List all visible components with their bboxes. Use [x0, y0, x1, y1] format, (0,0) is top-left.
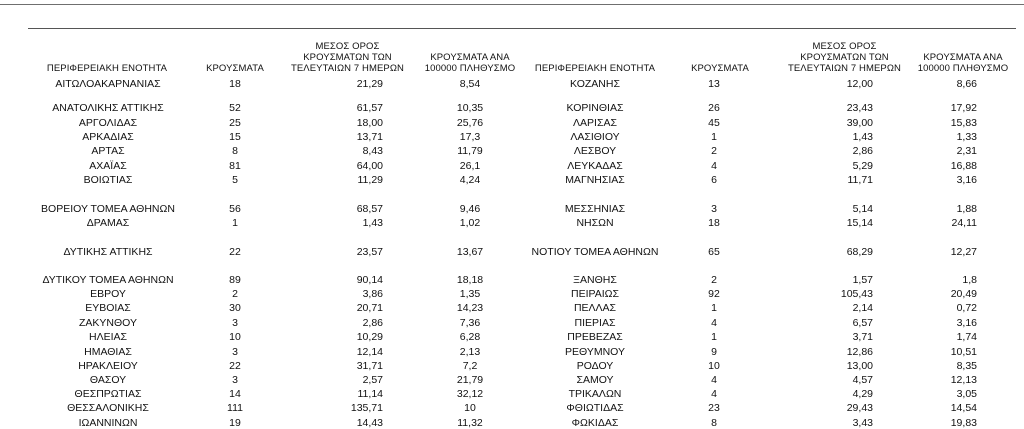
left-cell-cases: 81 — [229, 160, 241, 172]
left-cell-per100k: 25,76 — [456, 117, 484, 129]
right-cell-cases: 26 — [708, 102, 720, 114]
right-header-avg7-line2: ΚΡΟΥΣΜΑΤΩΝ ΤΩΝ — [800, 52, 889, 63]
left-cell-avg7: 68,57 — [356, 203, 383, 215]
right-cell-avg7: 1,57 — [852, 274, 873, 286]
right-cell-cases: 45 — [708, 117, 720, 129]
left-cell-avg7: 1,43 — [362, 217, 383, 229]
left-cell-cases: 52 — [229, 102, 241, 114]
left-cell-per100k: 7,2 — [462, 360, 478, 372]
right-cell-cases: 6 — [711, 174, 717, 186]
left-cell-cases: 10 — [229, 331, 241, 343]
right-cell-avg7: 5,14 — [852, 203, 873, 215]
right-cell-cases: 92 — [708, 288, 720, 300]
right-cell-region: ΛΕΣΒΟΥ — [573, 145, 617, 157]
right-cell-avg7: 2,86 — [852, 145, 873, 157]
left-cell-avg7: 135,71 — [350, 402, 383, 414]
left-cell-per100k: 8,54 — [459, 78, 481, 90]
right-cell-region: ΚΟΖΑΝΗΣ — [570, 78, 620, 90]
right-cell-region: ΠΕΙΡΑΙΩΣ — [571, 288, 619, 300]
right-cell-per100k: 1,33 — [956, 131, 977, 143]
left-cell-cases: 8 — [232, 145, 238, 157]
right-cell-avg7: 23,43 — [846, 102, 873, 114]
right-cell-cases: 65 — [708, 246, 720, 258]
right-cell-region: ΛΑΣΙΘΙΟΥ — [570, 131, 620, 143]
left-header-per100k-line2: 100000 ΠΛΗΘΥΣΜΟ — [424, 63, 516, 74]
left-cell-per100k: 1,35 — [459, 288, 481, 300]
right-cell-cases: 4 — [711, 388, 717, 400]
left-cell-cases: 89 — [229, 274, 241, 286]
right-cell-avg7: 12,86 — [846, 346, 873, 358]
left-cell-region: ΙΩΑΝΝΙΝΩΝ — [78, 417, 138, 429]
left-cell-cases: 18 — [229, 78, 241, 90]
left-cell-per100k: 18,18 — [456, 274, 484, 286]
right-cell-avg7: 39,00 — [846, 117, 873, 129]
right-cell-avg7: 105,43 — [840, 288, 873, 300]
right-cell-cases: 2 — [711, 274, 717, 286]
left-cell-per100k: 2,13 — [459, 346, 481, 358]
right-cell-cases: 4 — [711, 374, 717, 386]
left-cell-region: ΘΕΣΠΡΩΤΙΑΣ — [74, 388, 142, 400]
right-cell-cases: 4 — [711, 317, 717, 329]
right-cell-region: ΛΑΡΙΣΑΣ — [573, 117, 617, 129]
right-header-avg7-line3: ΤΕΛΕΥΤΑΙΩΝ 7 ΗΜΕΡΩΝ — [787, 63, 902, 74]
right-cell-cases: 1 — [711, 131, 717, 143]
left-cell-avg7: 11,29 — [357, 174, 383, 186]
left-cell-cases: 1 — [232, 217, 238, 229]
right-cell-cases: 9 — [711, 346, 717, 358]
left-cell-region: ΑΡΤΑΣ — [91, 145, 125, 157]
right-cell-per100k: 1,74 — [956, 331, 977, 343]
right-cell-avg7: 15,14 — [846, 217, 873, 229]
left-cell-region: ΕΒΡΟΥ — [90, 288, 126, 300]
left-header-per100k — [415, 52, 525, 74]
right-cell-avg7: 13,00 — [846, 360, 873, 372]
right-cell-region: ΝΟΤΙΟΥ ΤΟΜΕΑ ΑΘΗΝΩΝ — [531, 246, 659, 258]
right-cell-per100k: 15,83 — [950, 117, 977, 129]
right-cell-region: ΣΑΜΟΥ — [576, 374, 614, 386]
left-cell-avg7: 18,00 — [356, 117, 383, 129]
left-cell-per100k: 1,02 — [459, 217, 481, 229]
right-cell-per100k: 1,8 — [962, 274, 977, 286]
right-cell-avg7: 68,29 — [846, 246, 873, 258]
left-cell-avg7: 61,57 — [356, 102, 383, 114]
right-cell-avg7: 4,29 — [852, 388, 873, 400]
right-cell-per100k: 19,83 — [950, 417, 977, 429]
right-cell-region: ΤΡΙΚΑΛΩΝ — [568, 388, 622, 400]
right-cell-region: ΦΩΚΙΔΑΣ — [571, 417, 619, 429]
left-cell-avg7: 14,43 — [356, 417, 383, 429]
left-cell-cases: 22 — [229, 360, 241, 372]
right-cell-avg7: 5,29 — [852, 160, 873, 172]
left-cell-region: ΑΙΤΩΛΟΑΚΑΡΝΑΝΙΑΣ — [55, 78, 161, 90]
left-cell-avg7: 13,71 — [356, 131, 383, 143]
left-header-avg7-line3: ΤΕΛΕΥΤΑΙΩΝ 7 ΗΜΕΡΩΝ — [290, 63, 405, 74]
left-cell-cases: 14 — [229, 388, 241, 400]
right-cell-region: ΛΕΥΚΑΔΑΣ — [567, 160, 623, 172]
left-cell-per100k: 17,3 — [459, 131, 481, 143]
right-cell-avg7: 11,71 — [847, 174, 873, 186]
left-cell-avg7: 21,29 — [356, 78, 383, 90]
header-rule — [28, 28, 1016, 29]
right-cell-per100k: 8,66 — [956, 78, 977, 90]
right-header-avg7-line1: ΜΕΣΟΣ ΟΡΟΣ — [812, 41, 877, 52]
left-cell-per100k: 4,24 — [459, 174, 481, 186]
right-cell-per100k: 10,51 — [950, 346, 977, 358]
left-cell-avg7: 11,14 — [357, 388, 383, 400]
right-cell-per100k: 1,88 — [956, 203, 977, 215]
left-cell-avg7: 31,71 — [356, 360, 383, 372]
left-cell-cases: 3 — [232, 374, 238, 386]
left-cell-per100k: 6,28 — [459, 331, 481, 343]
right-cell-avg7: 2,14 — [852, 302, 873, 314]
right-cell-region: ΠΙΕΡΙΑΣ — [574, 317, 616, 329]
left-cell-per100k: 21,79 — [456, 374, 484, 386]
right-cell-cases: 2 — [711, 145, 717, 157]
right-cell-region: ΝΗΣΩΝ — [576, 217, 614, 229]
right-cell-avg7: 12,00 — [846, 78, 873, 90]
right-cell-per100k: 16,88 — [950, 160, 977, 172]
left-cell-cases: 3 — [232, 346, 238, 358]
left-cell-region: ΔΥΤΙΚΗΣ ΑΤΤΙΚΗΣ — [63, 246, 153, 258]
right-cell-cases: 1 — [711, 331, 717, 343]
right-cell-cases: 1 — [711, 302, 717, 314]
left-cell-region: ΑΧΑΪΑΣ — [89, 160, 127, 172]
right-cell-per100k: 14,54 — [950, 402, 977, 414]
right-cell-region: ΦΘΙΩΤΙΔΑΣ — [566, 402, 624, 414]
left-cell-avg7: 8,43 — [362, 145, 383, 157]
left-cell-cases: 15 — [229, 131, 241, 143]
left-cell-cases: 5 — [232, 174, 238, 186]
left-cell-cases: 2 — [232, 288, 238, 300]
right-cell-region: ΜΕΣΣΗΝΙΑΣ — [564, 203, 626, 215]
right-cell-avg7: 3,71 — [852, 331, 873, 343]
right-cell-avg7: 1,43 — [852, 131, 873, 143]
left-header-region: ΠΕΡΙΦΕΡΕΙΑΚΗ ΕΝΟΤΗΤΑ — [46, 63, 168, 74]
right-cell-per100k: 2,31 — [956, 145, 977, 157]
left-cell-region: ΗΛΕΙΑΣ — [88, 331, 127, 343]
left-cell-avg7: 20,71 — [356, 302, 383, 314]
left-cell-per100k: 11,79 — [457, 145, 483, 157]
right-cell-per100k: 24,11 — [951, 217, 977, 229]
left-cell-region: ΘΑΣΟΥ — [89, 374, 127, 386]
right-cell-region: ΜΑΓΝΗΣΙΑΣ — [565, 174, 625, 186]
right-header-region: ΠΕΡΙΦΕΡΕΙΑΚΗ ΕΝΟΤΗΤΑ — [534, 63, 656, 74]
right-cell-cases: 3 — [711, 203, 717, 215]
left-cell-avg7: 12,14 — [356, 346, 383, 358]
left-cell-region: ΗΜΑΘΙΑΣ — [84, 346, 132, 358]
right-cell-region: ΠΡΕΒΕΖΑΣ — [567, 331, 623, 343]
left-cell-per100k: 14,23 — [456, 302, 484, 314]
right-cell-per100k: 12,27 — [950, 246, 977, 258]
right-cell-per100k: 12,13 — [950, 374, 977, 386]
left-cell-cases: 111 — [227, 402, 243, 414]
left-cell-cases: 3 — [232, 317, 238, 329]
left-cell-per100k: 26,1 — [459, 160, 481, 172]
right-header-cases: ΚΡΟΥΣΜΑΤΑ — [691, 63, 749, 74]
left-cell-avg7: 64,00 — [356, 160, 383, 172]
right-header-per100k-line2: 100000 ΠΛΗΘΥΣΜΟ — [917, 63, 1009, 74]
left-cell-avg7: 2,57 — [362, 374, 383, 386]
right-header-per100k-line1: ΚΡΟΥΣΜΑΤΑ ΑΝΑ — [923, 52, 1003, 63]
left-cell-region: ΔΥΤΙΚΟΥ ΤΟΜΕΑ ΑΘΗΝΩΝ — [42, 274, 174, 286]
right-cell-per100k: 8,35 — [956, 360, 977, 372]
left-cell-avg7: 10,29 — [356, 331, 383, 343]
left-cell-region: ΗΡΑΚΛΕΙΟΥ — [78, 360, 138, 372]
right-cell-avg7: 4,57 — [852, 374, 873, 386]
left-header-avg7-line2: ΚΡΟΥΣΜΑΤΩΝ ΤΩΝ — [303, 52, 392, 63]
left-cell-avg7: 2,86 — [362, 317, 383, 329]
right-cell-cases: 23 — [708, 402, 720, 414]
left-cell-cases: 22 — [229, 246, 241, 258]
left-cell-cases: 25 — [229, 117, 241, 129]
right-cell-per100k: 17,92 — [950, 102, 977, 114]
left-cell-avg7: 3,86 — [362, 288, 383, 300]
right-cell-cases: 13 — [708, 78, 720, 90]
left-cell-region: ΘΕΣΣΑΛΟΝΙΚΗΣ — [67, 402, 149, 414]
left-cell-region: ΒΟΡΕΙΟΥ ΤΟΜΕΑ ΑΘΗΝΩΝ — [41, 203, 175, 215]
left-header-avg7-line1: ΜΕΣΟΣ ΟΡΟΣ — [315, 41, 380, 52]
right-cell-region: ΡΟΔΟΥ — [576, 360, 614, 372]
left-cell-cases: 19 — [229, 417, 241, 429]
right-cell-avg7: 6,57 — [852, 317, 873, 329]
left-cell-per100k: 7,36 — [459, 317, 481, 329]
left-cell-avg7: 23,57 — [356, 246, 383, 258]
right-cell-cases: 8 — [711, 417, 717, 429]
right-cell-cases: 4 — [711, 160, 717, 172]
left-cell-region: ΕΥΒΟΙΑΣ — [85, 302, 131, 314]
left-cell-per100k: 32,12 — [456, 388, 484, 400]
left-cell-per100k: 10,35 — [456, 102, 484, 114]
left-cell-region: ΑΡΚΑΔΙΑΣ — [82, 131, 134, 143]
right-cell-per100k: 20,49 — [950, 288, 977, 300]
right-cell-cases: 18 — [708, 217, 720, 229]
top-rule — [0, 4, 1024, 5]
left-cell-per100k: 9,46 — [459, 203, 481, 215]
left-header-per100k-line1: ΚΡΟΥΣΜΑΤΑ ΑΝΑ — [430, 52, 510, 63]
left-header-cases: ΚΡΟΥΣΜΑΤΑ — [206, 63, 264, 74]
right-header-per100k — [908, 52, 1018, 74]
right-cell-region: ΠΕΛΛΑΣ — [573, 302, 617, 314]
right-cell-region: ΞΑΝΘΗΣ — [573, 274, 617, 286]
left-cell-region: ΖΑΚΥΝΘΟΥ — [78, 317, 137, 329]
left-cell-cases: 56 — [229, 203, 241, 215]
right-cell-region: ΚΟΡΙΝΘΙΑΣ — [566, 102, 624, 114]
right-cell-per100k: 3,05 — [956, 388, 977, 400]
left-cell-region: ΔΡΑΜΑΣ — [86, 217, 130, 229]
left-cell-cases: 30 — [229, 302, 241, 314]
right-cell-per100k: 3,16 — [956, 317, 977, 329]
left-cell-per100k: 10 — [464, 402, 476, 414]
right-cell-per100k: 0,72 — [956, 302, 977, 314]
left-cell-region: ΒΟΙΩΤΙΑΣ — [83, 174, 133, 186]
right-cell-avg7: 29,43 — [846, 402, 873, 414]
right-header-avg7 — [782, 41, 907, 74]
right-cell-cases: 10 — [708, 360, 720, 372]
left-header-avg7 — [285, 41, 410, 74]
right-cell-per100k: 3,16 — [956, 174, 977, 186]
left-cell-region: ΑΡΓΟΛΙΔΑΣ — [78, 117, 138, 129]
right-cell-avg7: 3,43 — [852, 417, 873, 429]
left-cell-avg7: 90,14 — [356, 274, 383, 286]
left-cell-per100k: 11,32 — [457, 417, 483, 429]
left-cell-per100k: 13,67 — [456, 246, 484, 258]
left-cell-region: ΑΝΑΤΟΛΙΚΗΣ ΑΤΤΙΚΗΣ — [52, 102, 164, 114]
right-cell-region: ΡΕΘΥΜΝΟΥ — [564, 346, 625, 358]
